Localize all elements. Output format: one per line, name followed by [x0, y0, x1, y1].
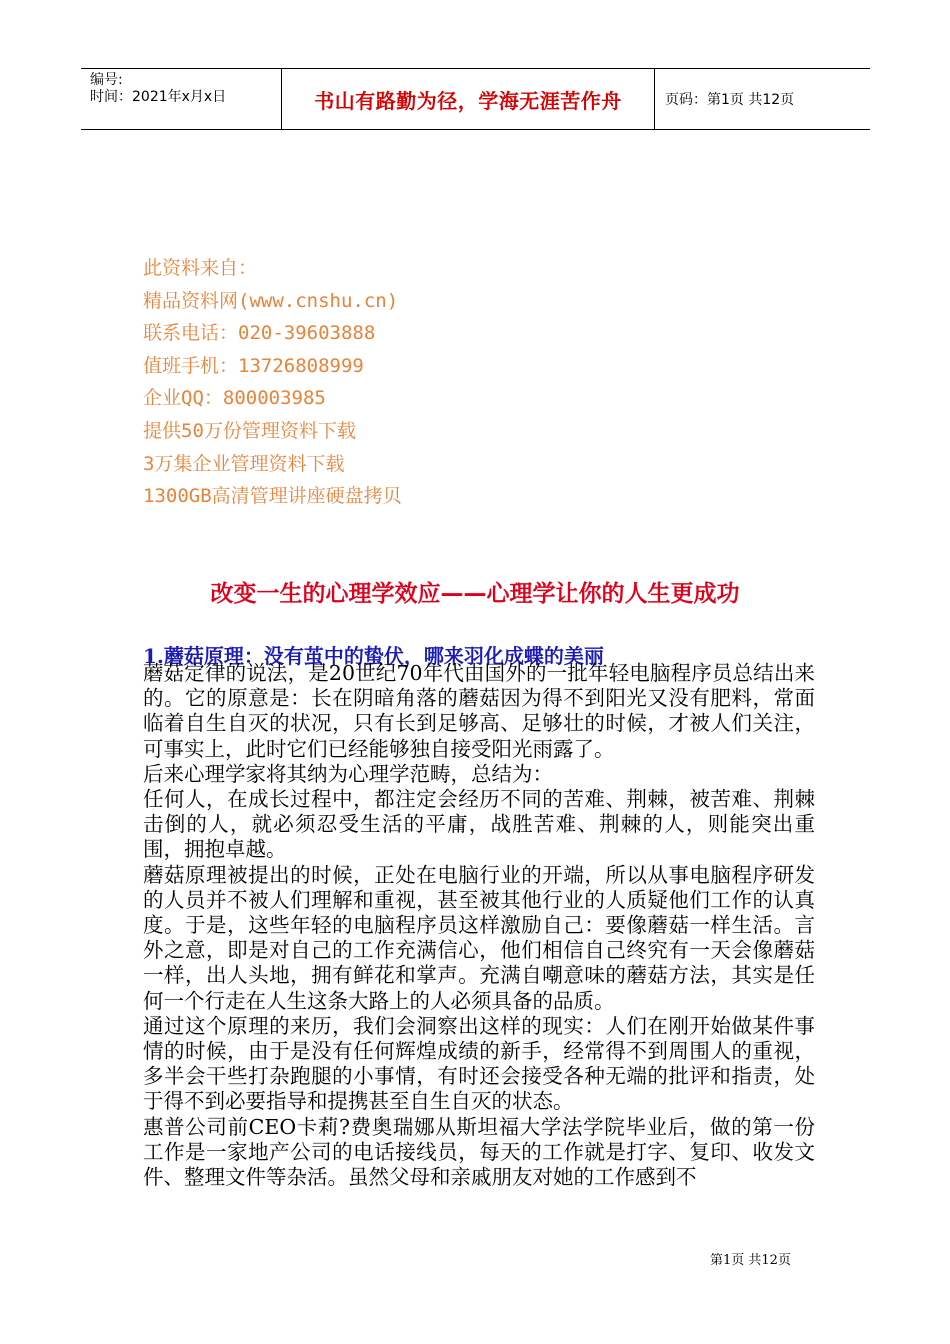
paragraph: 后来心理学家将其纳为心理学范畴，总结为：	[143, 761, 553, 786]
body-text	[143, 661, 815, 1190]
paragraph: 通过这个原理的来历，我们会洞察出这样的现实：人们在刚开始做某件事情的时候，由于是没有任何辉煌成绩的新手，经常得不到周围人的重视，多半会干些打杂跑腿的小事情，有时还会接受各种无端的批评和指责，处于得不到必要指导和提携甚至自生自灭的状态。	[143, 1013, 815, 1114]
source-line: 1300GB高清管理讲座硬盘拷贝	[143, 485, 402, 508]
number-label: 编号:	[90, 72, 123, 88]
source-line: 值班手机：13726808999	[143, 354, 364, 377]
time-label: 时间：2021年x月x日	[90, 89, 227, 105]
page-info: 页码：第1页 共12页	[665, 92, 795, 108]
page-footer: 第1页 共12页	[710, 1253, 791, 1268]
header-page-cell	[655, 69, 870, 129]
header-info-cell	[81, 69, 282, 129]
source-line: 此资料来自：	[143, 257, 258, 279]
header-table	[81, 68, 870, 130]
section-heading: 1.蘑菇原理：没有茧中的蛰伏，哪来羽化成蝶的美丽	[143, 644, 604, 668]
paragraph: 任何人，在成长过程中，都注定会经历不同的苦难、荆棘，被苦难、荆棘击倒的人，就必须忍受生活的平庸，战胜苦难、荆棘的人，则能突出重围，拥抱卓越。	[143, 787, 815, 862]
source-line: 3万集企业管理资料下载	[143, 452, 345, 475]
source-line: 企业QQ：800003985	[143, 387, 326, 410]
source-line: 联系电话：020-39603888	[143, 322, 376, 345]
source-line: 提供50万份管理资料下载	[143, 419, 356, 442]
motto: 书山有路勤为径，学海无涯苦作舟	[314, 88, 622, 113]
document-title: 改变一生的心理学效应——心理学让你的人生更成功	[210, 581, 740, 607]
paragraph: 蘑菇定律的说法，是20世纪70年代由国外的一批年轻电脑程序员总结出来的。它的原意是：长在阴暗角落的蘑菇因为得不到阳光又没有肥料，常面临着自生自灭的状况，只有长到足够高、足够壮的时候，才被人们关注，可事实上，此时它们已经能够独自接受阳光雨露了。	[143, 661, 815, 761]
source-line: 精品资料网(www.cnshu.cn)	[143, 289, 399, 312]
source-info-block	[143, 252, 402, 513]
paragraph: 惠普公司前CEO卡莉?费奥瑞娜从斯坦福大学法学院毕业后，做的第一份工作是一家地产公司的电话接线员，每天的工作就是打字、复印、收发文件、整理文件等杂活。虽然父母和亲戚朋友对她的工作感到不	[143, 1114, 815, 1190]
header-motto-cell	[282, 69, 655, 129]
paragraph: 蘑菇原理被提出的时候，正处在电脑行业的开端，所以从事电脑程序研发的人员并不被人们理解和重视，甚至被其他行业的人质疑他们工作的认真度。于是，这些年轻的电脑程序员这样激励自己：要像蘑菇一样生活。言外之意，即是对自己的工作充满信心，他们相信自己终究有一天会像蘑菇一样，出人头地，拥有鲜花和掌声。充满自嘲意味的蘑菇方法，其实是任何一个行走在人生这条大路上的人必须具备的品质。	[143, 862, 815, 1013]
